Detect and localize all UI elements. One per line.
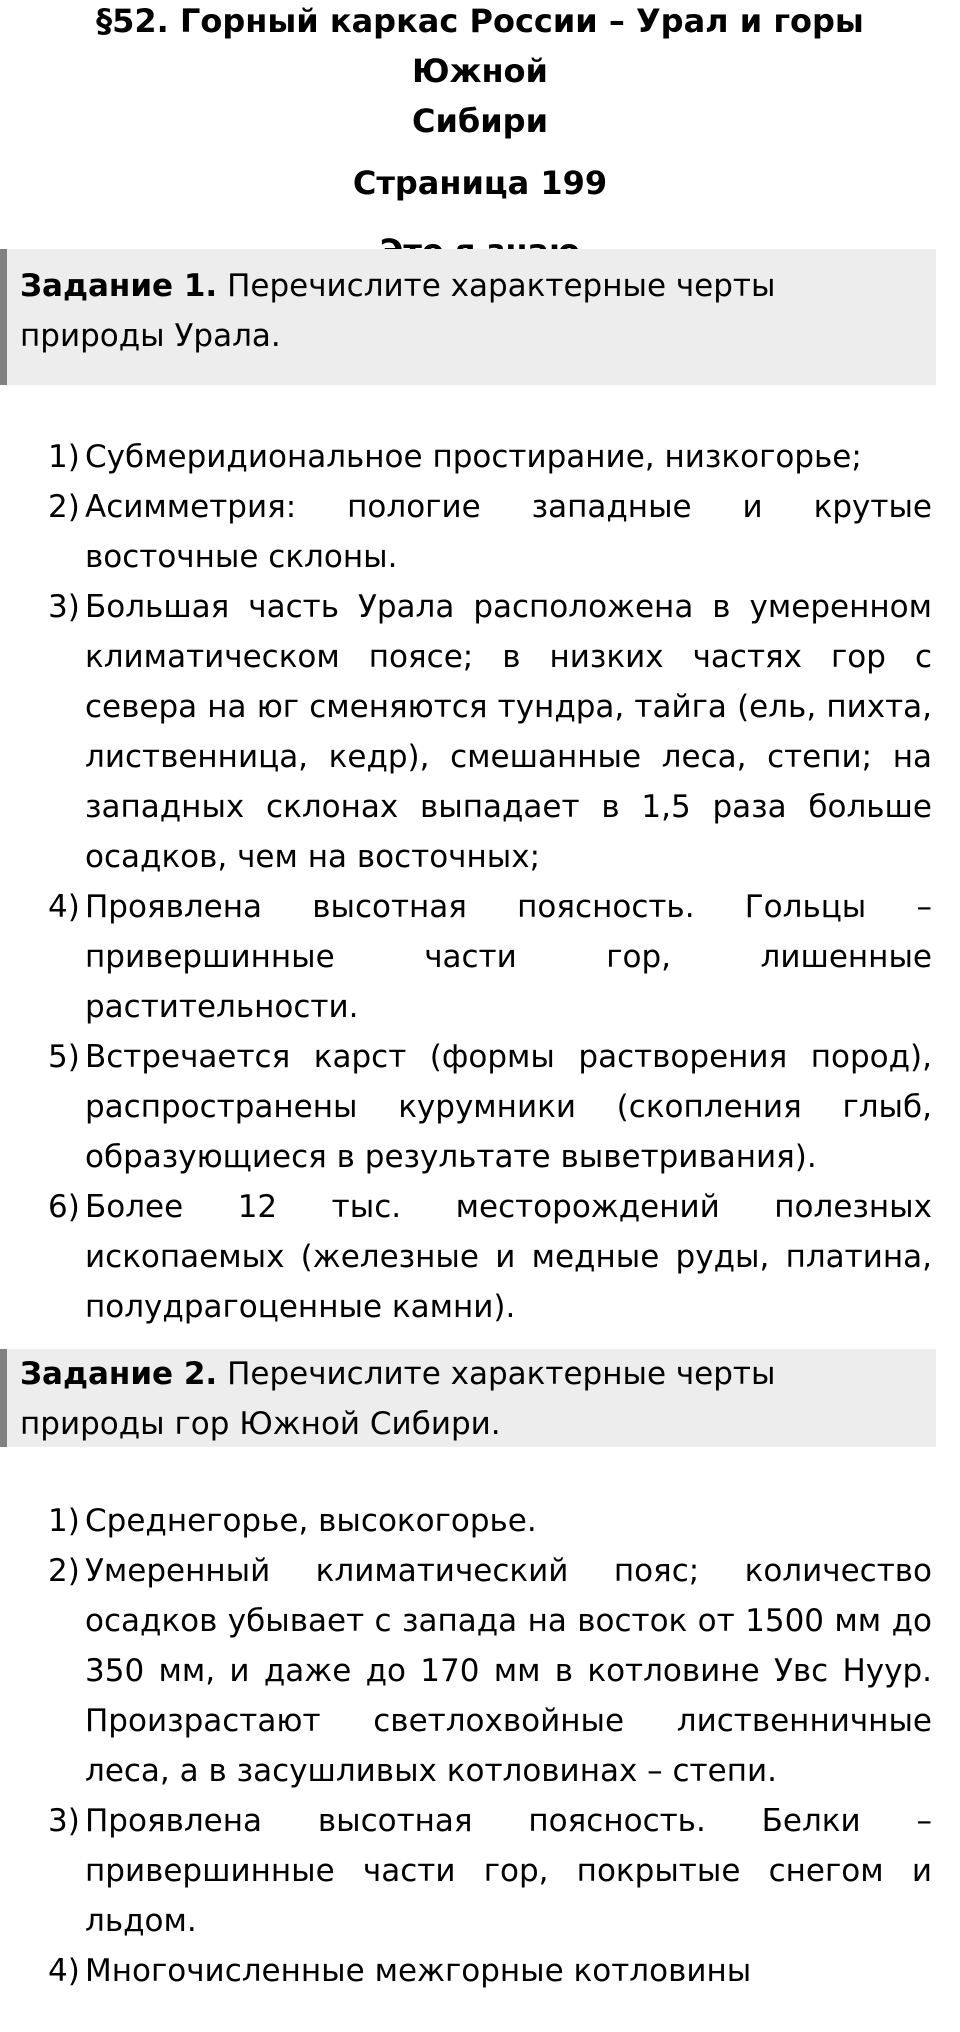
- list-item: [48, 1546, 932, 1796]
- list-item-number: 1): [48, 439, 80, 475]
- list-item-number: 2): [48, 489, 80, 525]
- page-title: [30, 0, 930, 146]
- list-item-text: Среднегорье, высокогорье.: [85, 1503, 537, 1539]
- task-1-text: Перечислите характерные черты природы Урала.: [20, 268, 776, 354]
- list-item-text: Умеренный климатический пояс; количество осадков убывает с запада на восток от 1500 мм до 350 мм, и даже до 170 мм в котловине Увс Нуур. Произрастают светлохвойные лиственничные леса, а в засушливых котловинах – степи.: [85, 1553, 932, 1789]
- list-item-text: Более 12 тыс. месторождений полезных ископаемых (железные и медные руды, платина, полудрагоценные камни).: [85, 1189, 932, 1325]
- list-item-text: Проявлена высотная поясность. Гольцы – привершинные части гор, лишенные растительности.: [85, 889, 932, 1025]
- list-item: [48, 482, 932, 582]
- list-item: [48, 1182, 932, 1332]
- list-item-number: 5): [48, 1039, 80, 1075]
- list-item: [48, 432, 932, 482]
- task-1-box: [0, 249, 936, 385]
- list-item-text: Многочисленные межгорные котловины: [85, 1953, 752, 1989]
- list-item-number: 1): [48, 1503, 80, 1539]
- list-item: [48, 582, 932, 882]
- list-item: [48, 1796, 932, 1946]
- task-2-box: [0, 1349, 936, 1447]
- list-item-text: Асимметрия: пологие западные и крутые восточные склоны.: [85, 489, 932, 575]
- list-item: [48, 1946, 932, 1996]
- list-item-number: 6): [48, 1189, 80, 1225]
- list-item-number: 3): [48, 589, 80, 625]
- list-item-number: 3): [48, 1803, 80, 1839]
- list-item: [48, 882, 932, 1032]
- list-item: [48, 1032, 932, 1182]
- task-1-label: Задание 1.: [20, 268, 218, 304]
- task-2-answer-list: [48, 1496, 932, 1996]
- task-2-label: Задание 2.: [20, 1356, 218, 1392]
- task-2-text: Перечислите характерные черты природы гор Южной Сибири.: [20, 1356, 776, 1442]
- list-item-text: Субмеридиональное простирание, низкогорье;: [85, 439, 862, 475]
- title-line-2: Сибири: [412, 102, 548, 140]
- page-number-label: Страница 199: [352, 164, 608, 202]
- title-line-1: §52. Горный каркас России – Урал и горы Южной: [96, 2, 864, 90]
- list-item-text: Проявлена высотная поясность. Белки – привершинные части гор, покрытые снегом и льдом.: [85, 1803, 932, 1939]
- list-item: [48, 1496, 932, 1546]
- list-item-number: 2): [48, 1553, 80, 1589]
- list-item-number: 4): [48, 1953, 80, 1989]
- list-item-text: Встречается карст (формы растворения пород), распространены курумники (скопления глыб, образующиеся в результате выветривания).: [85, 1039, 932, 1175]
- list-item-number: 4): [48, 889, 80, 925]
- task-1-answer-list: [48, 432, 932, 1332]
- list-item-text: Большая часть Урала расположена в умеренном климатическом поясе; в низких частях гор с севера на юг сменяются тундра, тайга (ель, пихта, лиственница, кедр), смешанные леса, степи; на западных склонах выпадает в 1,5 раза больше осадков, чем на восточных;: [85, 589, 932, 875]
